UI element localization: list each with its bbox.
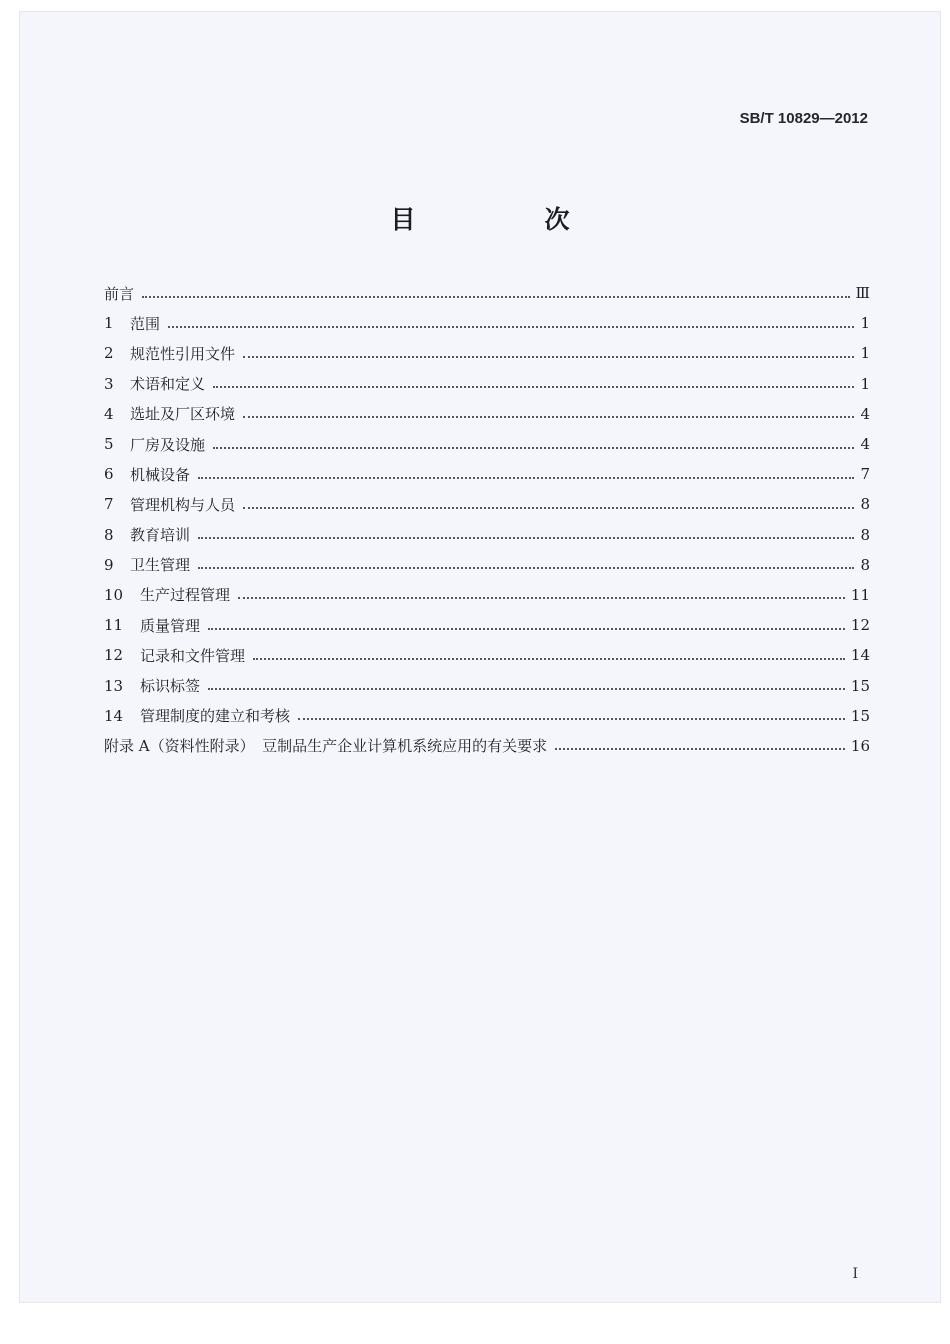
toc-label: 管理制度的建立和考核 <box>140 707 291 726</box>
toc-page-number: 8 <box>860 555 870 574</box>
toc-label: 机械设备 <box>130 465 191 484</box>
dot-leader <box>243 415 854 418</box>
dot-leader <box>198 476 854 479</box>
table-of-contents <box>104 278 870 761</box>
toc-entry[interactable] <box>104 731 870 761</box>
toc-entry[interactable] <box>104 369 870 399</box>
page-folio: I <box>852 1266 858 1282</box>
toc-label: 记录和文件管理 <box>140 646 246 665</box>
toc-number: 2 <box>104 344 114 363</box>
dot-leader <box>213 385 854 388</box>
toc-label: 卫生管理 <box>130 556 191 575</box>
toc-page-number: 15 <box>850 676 870 695</box>
toc-number: 14 <box>104 706 124 725</box>
toc-number: 10 <box>104 585 124 604</box>
toc-page-number: 7 <box>860 465 870 484</box>
toc-label: 教育培训 <box>130 526 191 545</box>
toc-label: 标识标签 <box>140 677 201 696</box>
toc-page-number: 4 <box>860 404 870 423</box>
dot-leader <box>213 446 854 449</box>
toc-number: 6 <box>104 465 114 484</box>
toc-entry[interactable] <box>104 338 870 368</box>
toc-page-number: 8 <box>860 495 870 514</box>
toc-page-number: 4 <box>860 435 870 454</box>
toc-number: 13 <box>104 676 124 695</box>
toc-label: 附录 A（资料性附录） 豆制品生产企业计算机系统应用的有关要求 <box>104 737 548 756</box>
toc-label: 管理机构与人员 <box>130 495 236 514</box>
toc-number: 1 <box>104 314 114 333</box>
toc-label: 质量管理 <box>140 616 201 635</box>
toc-number: 11 <box>104 616 124 635</box>
dot-leader <box>298 717 845 720</box>
dot-leader <box>198 536 854 539</box>
toc-entry[interactable] <box>104 640 870 670</box>
dot-leader <box>142 295 850 298</box>
toc-page-number: 1 <box>860 374 870 393</box>
toc-label: 选址及厂区环境 <box>130 405 236 424</box>
toc-entry[interactable] <box>104 670 870 700</box>
toc-entry[interactable] <box>104 399 870 429</box>
toc-entry[interactable] <box>104 308 870 338</box>
toc-entry[interactable] <box>104 520 870 550</box>
toc-page-number: 16 <box>850 736 870 755</box>
toc-page-number: 11 <box>850 585 870 604</box>
dot-leader <box>238 596 845 599</box>
dot-leader <box>243 355 854 358</box>
toc-entry[interactable] <box>104 610 870 640</box>
toc-number: 4 <box>104 404 114 423</box>
toc-page-number: 1 <box>860 314 870 333</box>
dot-leader <box>555 747 845 750</box>
page-title: 目 次 <box>390 205 622 234</box>
standard-code: SB/T 10829—2012 <box>739 110 868 127</box>
toc-label: 前言 <box>104 284 135 303</box>
toc-entry[interactable] <box>104 459 870 489</box>
toc-entry[interactable] <box>104 580 870 610</box>
toc-number: 7 <box>104 495 114 514</box>
toc-entry[interactable] <box>104 278 870 308</box>
toc-entry[interactable] <box>104 550 870 580</box>
toc-number: 5 <box>104 435 114 454</box>
toc-page-number: 12 <box>850 616 870 635</box>
toc-entry[interactable] <box>104 701 870 731</box>
dot-leader <box>168 325 854 328</box>
toc-page-number: 15 <box>850 706 870 725</box>
toc-entry[interactable] <box>104 489 870 519</box>
toc-number: 9 <box>104 555 114 574</box>
toc-page-number: 8 <box>860 525 870 544</box>
toc-entry[interactable] <box>104 429 870 459</box>
toc-label: 术语和定义 <box>130 375 206 394</box>
dot-leader <box>198 566 854 569</box>
toc-number: 3 <box>104 374 114 393</box>
document-page <box>20 12 940 1302</box>
dot-leader <box>253 657 845 660</box>
toc-page-number: 1 <box>860 344 870 363</box>
toc-label: 厂房及设施 <box>130 435 206 454</box>
toc-label: 规范性引用文件 <box>130 344 236 363</box>
toc-number: 12 <box>104 646 124 665</box>
dot-leader <box>208 627 845 630</box>
toc-number: 8 <box>104 525 114 544</box>
dot-leader <box>208 687 845 690</box>
toc-label: 生产过程管理 <box>140 586 231 605</box>
dot-leader <box>243 506 854 509</box>
toc-page-number: Ⅲ <box>855 284 870 303</box>
toc-page-number: 14 <box>850 646 870 665</box>
toc-label: 范围 <box>130 314 161 333</box>
